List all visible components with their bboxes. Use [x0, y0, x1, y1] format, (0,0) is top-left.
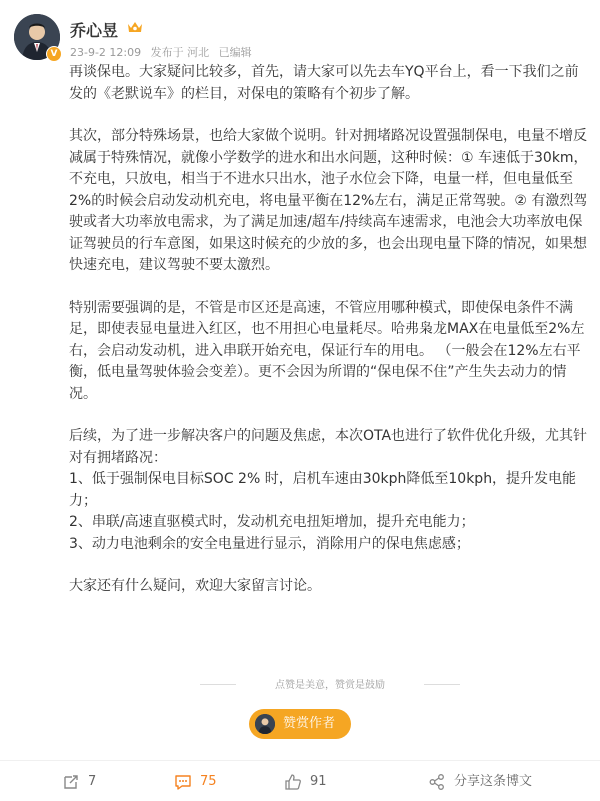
reward-author-button[interactable]	[249, 709, 351, 739]
thumbs-up-icon	[284, 773, 302, 791]
closing-paragraph: 大家还有什么疑问，欢迎大家留言讨论。	[69, 578, 321, 594]
divider-line	[424, 684, 460, 685]
paragraph: 后续，为了进一步解决客户的问题及焦虑，本次OTA也进行了软件优化升级，尤其针对有拥堵路况：	[69, 428, 588, 466]
repost-icon	[62, 773, 80, 791]
action-bar	[0, 760, 600, 801]
post-header	[14, 14, 586, 62]
post-meta	[70, 44, 258, 60]
post-time[interactable]: 23-9-2 12:09	[70, 46, 142, 59]
crown-icon	[126, 19, 144, 35]
post-body	[69, 62, 589, 619]
repost-count: 7	[88, 774, 97, 789]
divider-line	[200, 684, 236, 685]
author-name[interactable]: 乔心昱	[70, 21, 119, 40]
paragraph: 再谈保电。大家疑问比较多，首先，请大家可以先去车YQ平台上，看一下我们之前发的《老默说车》的栏目，对保电的策略有个初步了解。	[69, 64, 579, 102]
paragraph: 特别需要强调的是，不管是市区还是高速，不管应用哪种模式，即使保电条件不满足，即使表显电量进入红区，也不用担心电量耗尽。哈弗枭龙MAX在电量低至2%左右，会启动发动机，进入串联开始充电，保证行车的用电。 （一般会在12%左右平衡，低电量驾驶体验会变差）。更不会因为所谓的“保电保不住”产生失去动力的情况。	[69, 299, 585, 402]
reward-divider	[200, 676, 460, 692]
reward-divider-text: 点赞是美意，赞赏是鼓励	[275, 680, 385, 691]
comment-button[interactable]	[174, 773, 234, 791]
comment-icon	[174, 773, 192, 791]
reward-button-label: 赞赏作者	[283, 716, 336, 731]
share-button[interactable]	[428, 773, 538, 791]
list-item: 2、串联/高速直驱模式时，发动机充电扭矩增加，提升充电能力；	[69, 514, 475, 530]
reward-avatar	[255, 714, 275, 734]
list-item: 3、动力电池剩余的安全电量进行显示，消除用户的保电焦虑感；	[69, 535, 470, 552]
post-edited-status[interactable]: 已编辑	[218, 46, 252, 59]
share-label: 分享这条博文	[454, 774, 533, 789]
list-item: 1、低于强制保电目标SOC 2% 时，启机车速由30kph降低至10kph，提升发电能力；	[69, 471, 577, 509]
post-location: 发布于 河北	[150, 46, 210, 59]
like-button[interactable]	[284, 773, 344, 791]
comment-count: 75	[200, 774, 217, 789]
share-icon	[428, 773, 446, 791]
repost-button[interactable]	[62, 773, 122, 791]
like-count: 91	[310, 774, 327, 789]
paragraph: 其次，部分特殊场景，也给大家做个说明。针对拥堵路况设置强制保电，电量不增反减属于特殊情况，就像小学数学的进水和出水问题，这种时候：① 车速低于30km，不充电，只放电，相当于不进水只出水，池子水位会下降，电量一样，但电量低至2%的时候会启动发动机充电，将电量平衡在12%左右，满足正常驾驶。② 有激烈驾驶或者大功率放电需求，为了满足加速/超车/持续高车速需求，电池会大功率放电保证驾驶员的行车意图，如果这时候充的少放的多，也会出现电量下降的情况，如果想快速充电，建议驾驶不要太激烈。	[69, 128, 588, 273]
verified-badge-icon: V	[46, 46, 62, 62]
